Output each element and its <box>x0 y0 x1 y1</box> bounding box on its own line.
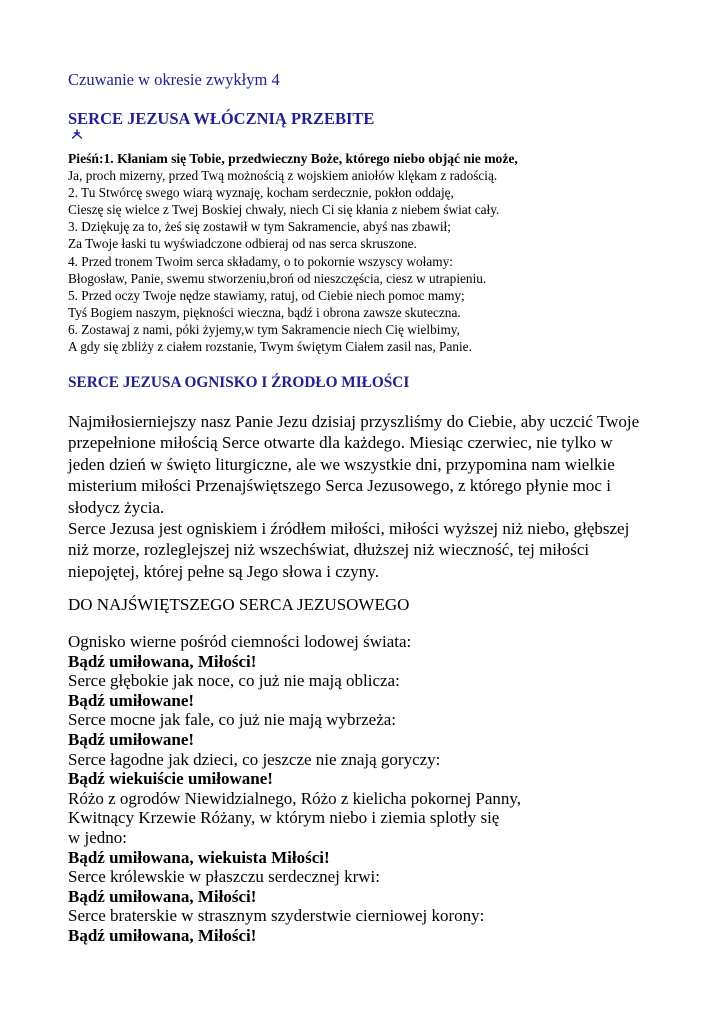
hymn-line: Pieśń:1. Kłaniam się Tobie, przedwieczny Boże, którego niebo objąć nie może, <box>68 151 518 166</box>
hymn-line: A gdy się zbliży z ciałem rozstanie, Twym świętym Ciałem zasil nas, Panie. <box>68 339 472 355</box>
poem-line: Serce królewskie w płaszczu serdecznej krwi: <box>68 867 381 887</box>
poem-refrain-line: Bądź umiłowana, Miłości! <box>68 925 257 945</box>
ornament-icon <box>71 129 83 139</box>
hymn-text <box>68 150 518 355</box>
hymn-line: Błogosław, Panie, swemu stworzeniu,broń od nieszczęścia, ciesz w utrapieniu. <box>68 270 487 286</box>
poem-line: Różo z ogrodów Niewidzialnego, Różo z kielicha pokornej Panny, <box>68 788 522 808</box>
hymn-line: Cieszę się wielce z Twej Boskiej chwały, niech Ci się kłania z niebem świat cały. <box>68 202 500 218</box>
section-title-3: DO NAJŚWIĘTSZEGO SERCA JEZUSOWEGO <box>68 595 410 614</box>
poem-refrain-line: Bądź umiłowane! <box>68 729 195 749</box>
poem-line: Serce braterskie w strasznym szyderstwie cierniowej korony: <box>68 906 485 926</box>
hymn-line: Za Twoje łaski tu wyświadczone odbieraj od nas serca skruszone. <box>68 236 417 252</box>
paragraph-line: niż morze, rozleglejszej niż wszechświat, dłuższej niż wieczność, tej miłości <box>68 540 590 560</box>
poem-refrain-line: Bądź umiłowana, Miłości! <box>68 886 257 906</box>
poem-refrain-line: Bądź wiekuiście umiłowane! <box>68 769 273 789</box>
paragraph-line: przepełnione miłością Serce otwarte dla każdego. Miesiąc czerwiec, nie tylko w <box>68 433 613 453</box>
section-title-1: SERCE JEZUSA WŁÓCZNIĄ PRZEBITE <box>68 109 375 128</box>
hymn-line: 2. Tu Stwórcę swego wiarą wyznaję, kocham serdecznie, pokłon oddaję, <box>68 185 454 201</box>
hymn-line: Ja, proch mizerny, przed Twą możnością z wojskiem aniołów klękam z radością. <box>68 168 498 184</box>
poem-line: w jedno: <box>68 827 128 847</box>
poem-line: Serce mocne jak fale, co już nie mają wybrzeża: <box>68 710 397 730</box>
hymn-line: 6. Zostawaj z nami, póki żyjemy,w tym Sakramencie niech Cię wielbimy, <box>68 321 460 337</box>
paragraph-line: Serce Jezusa jest ogniskiem i źródłem miłości, miłości wyższej niż niebo, głębszej <box>68 519 630 539</box>
hymn-line: 3. Dziękuję za to, żeś się zostawił w tym Sakramencie, abyś nas zbawił; <box>68 219 451 235</box>
document-header: Czuwanie w okresie zwykłym 4 <box>68 70 280 89</box>
section-title-2: SERCE JEZUSA OGNISKO I ŹRODŁO MIŁOŚCI <box>68 374 410 391</box>
litany-poem <box>68 632 521 946</box>
poem-line: Serce łagodne jak dzieci, co jeszcze nie znają goryczy: <box>68 749 441 769</box>
poem-line: Ognisko wierne pośród ciemności lodowej świata: <box>68 632 412 651</box>
paragraph-line: niepojętej, której pełne są Jego słowa i czyny. <box>68 561 379 581</box>
paragraph-line: słodycz życia. <box>68 497 165 517</box>
hymn-line: Tyś Bogiem naszym, piękności wieczna, bądź i obrona zawsze skuteczna. <box>68 304 461 320</box>
poem-line: Kwitnący Krzewie Różany, w którym niebo i ziemia splotły się <box>68 808 500 828</box>
poem-refrain-line: Bądź umiłowane! <box>68 690 195 710</box>
hymn-line: 5. Przed oczy Twoje nędze stawiamy, ratuj, od Ciebie niech pomoc mamy; <box>68 287 465 303</box>
poem-refrain-line: Bądź umiłowana, Miłości! <box>68 651 257 671</box>
paragraph-line: jeden dzień w święto liturgiczne, ale we wszystkie dni, przypomina nam wielkie <box>68 454 615 474</box>
poem-refrain-line: Bądź umiłowana, wiekuista Miłości! <box>68 847 330 867</box>
hymn-line: 4. Przed tronem Twoim serca składamy, o to pokornie wszyscy wołamy: <box>68 253 453 269</box>
paragraph-line: misterium miłości Przenajświętszego Serca Jezusowego, z którego płynie moc i <box>68 476 611 496</box>
poem-line: Serce głębokie jak noce, co już nie mają oblicza: <box>68 671 400 691</box>
body-paragraph <box>68 411 639 582</box>
paragraph-line: Najmiłosierniejszy nasz Panie Jezu dzisiaj przyszliśmy do Ciebie, aby uczcić Twoje <box>68 412 640 431</box>
